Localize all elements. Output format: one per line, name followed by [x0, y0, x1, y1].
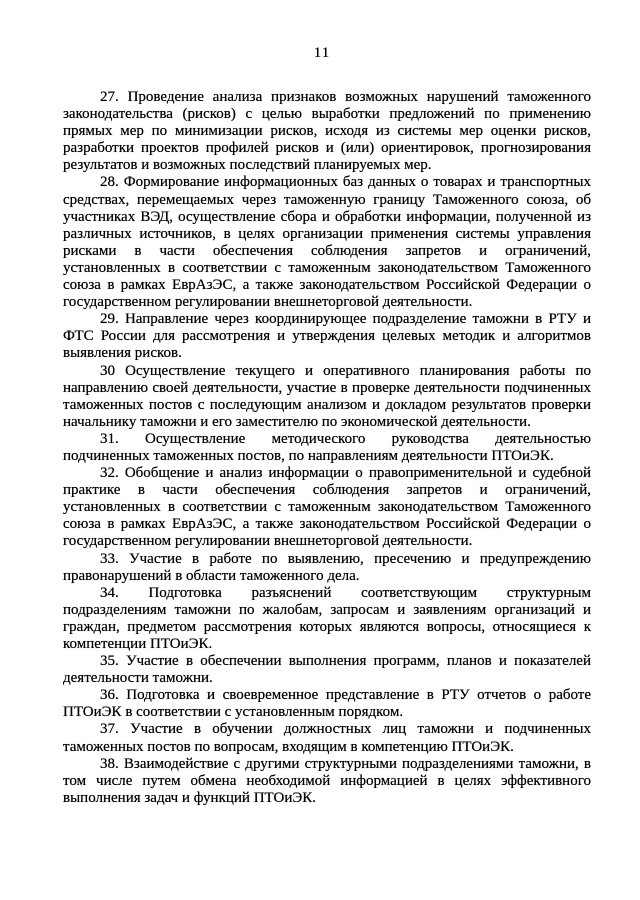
paragraph-31: 31. Осуществление методического руководства деятельностью подчиненных таможенных постов, по направлениям деятельности ПТОиЭК. — [63, 430, 591, 464]
document-body — [63, 89, 591, 807]
paragraph-28: 28. Формирование информационных баз данных о товарах и транспортных средствах, перемещаемых через таможенную границу Таможенного союза, об участниках ВЭД, осуществление сбора и обработки информации, полученной из различных источников, в целях организации применения системы управления рисками в части обеспечения соблюдения запретов и ограничений, установленных в соответствии с таможенным законодательством Таможенного союза в рамках ЕврАзЭС, а также законодательством Российской Федерации о государственном регулировании внешнеторговой деятельности. — [63, 174, 591, 311]
paragraph-37: 37. Участие в обучении должностных лиц таможни и подчиненных таможенных постов по вопросам, входящим в компетенцию ПТОиЭК. — [63, 721, 591, 755]
paragraph-35: 35. Участие в обеспечении выполнения программ, планов и показателей деятельности таможни. — [63, 653, 591, 687]
paragraph-36: 36. Подготовка и своевременное представление в РТУ отчетов о работе ПТОиЭК в соответствии с установленным порядком. — [63, 687, 591, 721]
paragraph-34: 34. Подготовка разъяснений соответствующим структурным подразделениям таможни по жалобам, запросам и заявлениям организаций и граждан, предметом рассмотрения которых являются вопросы, относящиеся к компетенции ПТОиЭК. — [63, 584, 591, 652]
page-number: 11 — [313, 45, 331, 61]
paragraph-27: 27. Проведение анализа признаков возможных нарушений таможенного законодательства (рисков) с целью выработки предложений по применению прямых мер по минимизации рисков, исходя из системы мер оценки рисков, разработки проектов профилей рисков и (или) ориентировок, прогнозирования результатов и возможных последствий планируемых мер. — [63, 89, 591, 174]
paragraph-33: 33. Участие в работе по выявлению, пресечению и предупреждению правонарушений в области таможенного дела. — [63, 550, 591, 584]
paragraph-29: 29. Направление через координирующее подразделение таможни в РТУ и ФТС России для рассмотрения и утверждения целевых методик и алгоритмов выявления рисков. — [63, 311, 591, 362]
paragraph-38: 38. Взаимодействие с другими структурными подразделениями таможни, в том числе путем обмена необходимой информацией в целях эффективного выполнения задач и функций ПТОиЭК. — [63, 755, 591, 806]
paragraph-32: 32. Обобщение и анализ информации о правоприменительной и судебной практике в части обеспечения соблюдения запретов и ограничений, установленных в соответствии с таможенным законодательством Таможенного союза в рамках ЕврАзЭС, а также законодательством Российской Федерации о государственном регулировании внешнеторговой деятельности. — [63, 465, 591, 550]
paragraph-30: 30 Осуществление текущего и оперативного планирования работы по направлению своей деятельности, участие в проверке деятельности подчиненных таможенных постов с последующим анализом и докладом результатов проверки начальнику таможни и его заместителю по экономической деятельности. — [63, 362, 591, 430]
